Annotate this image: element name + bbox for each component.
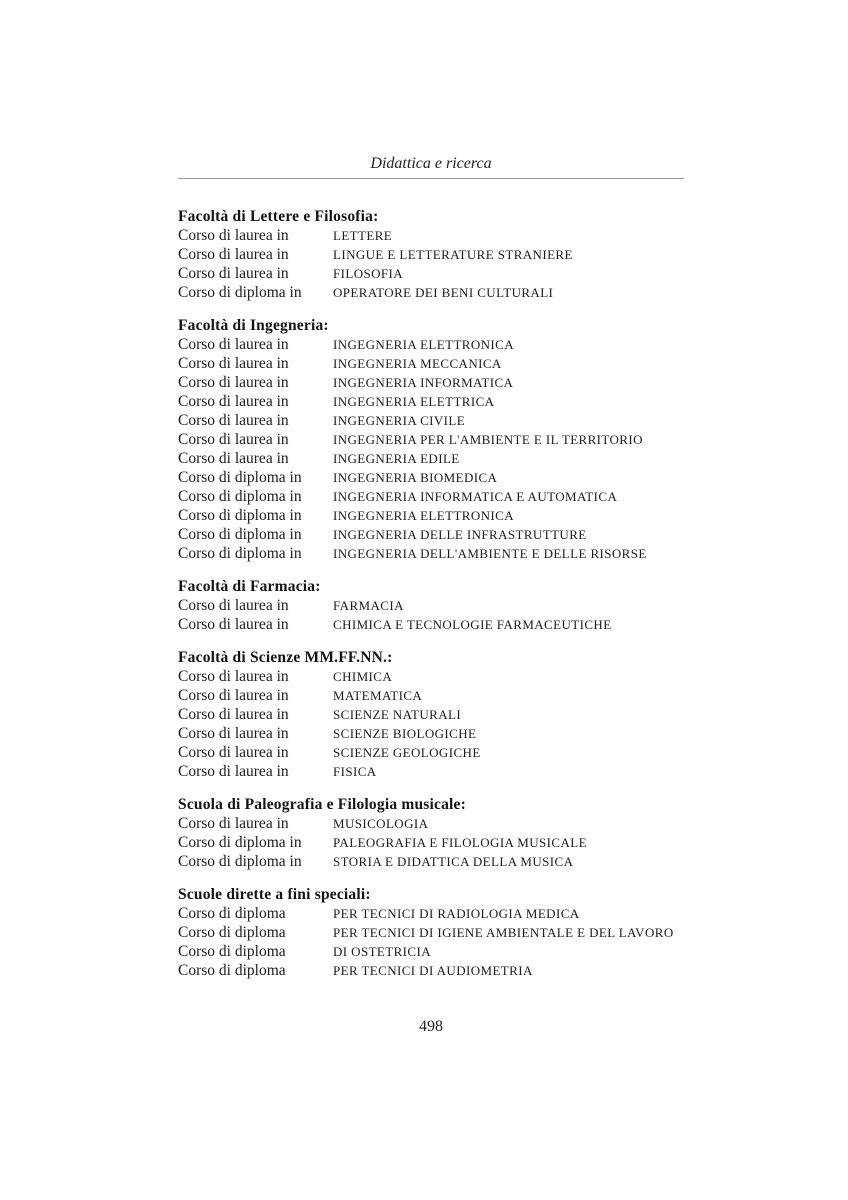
- page-number: 498: [419, 1018, 443, 1035]
- faculty-title: Facoltà di Scienze MM.FF.NN.:: [178, 649, 393, 666]
- course-type-label: Corso di diploma: [178, 924, 286, 941]
- course-row: [178, 245, 718, 264]
- faculty-title: Scuole dirette a fini speciali:: [178, 886, 371, 903]
- course-name: CHIMICA E TECNOLOGIE FARMACEUTICHE: [333, 617, 612, 632]
- course-name: INGEGNERIA EDILE: [333, 451, 460, 466]
- running-head: Didattica e ricerca: [370, 155, 492, 172]
- course-name: SCIENZE GEOLOGICHE: [333, 745, 481, 760]
- course-row: [178, 544, 718, 563]
- course-type-label: Corso di diploma in: [178, 488, 302, 505]
- course-row: [178, 411, 718, 430]
- faculty-title: Facoltà di Ingegneria:: [178, 317, 329, 334]
- course-name: CHIMICA: [333, 669, 393, 684]
- course-type-label: Corso di laurea in: [178, 431, 289, 448]
- course-type-label: Corso di laurea in: [178, 706, 289, 723]
- course-name: PALEOGRAFIA E FILOLOGIA MUSICALE: [333, 835, 587, 850]
- course-row: [178, 264, 718, 283]
- course-row: [178, 833, 718, 852]
- course-name: PER TECNICI DI AUDIOMETRIA: [333, 963, 533, 978]
- course-name: MATEMATICA: [333, 688, 423, 703]
- faculty-rows: [178, 335, 718, 563]
- course-row: [178, 762, 718, 781]
- course-type-label: Corso di laurea in: [178, 336, 289, 353]
- course-type-label: Corso di diploma: [178, 962, 286, 979]
- course-type-label: Corso di laurea in: [178, 815, 289, 832]
- course-row: [178, 392, 718, 411]
- course-name: INGEGNERIA DELLE INFRASTRUTTURE: [333, 527, 587, 542]
- course-name: FARMACIA: [333, 598, 404, 613]
- faculty-section: [178, 316, 718, 563]
- header-rule: [178, 178, 684, 179]
- course-type-label: Corso di laurea in: [178, 616, 289, 633]
- course-name: PER TECNICI DI IGIENE AMBIENTALE E DEL LAVORO: [333, 925, 674, 940]
- course-name: INGEGNERIA DELL'AMBIENTE E DELLE RISORSE: [333, 546, 647, 561]
- faculty-title: Facoltà di Lettere e Filosofia:: [178, 208, 379, 225]
- faculty-section: [178, 795, 718, 871]
- course-name: PER TECNICI DI RADIOLOGIA MEDICA: [333, 906, 580, 921]
- course-type-label: Corso di laurea in: [178, 668, 289, 685]
- course-type-label: Corso di diploma in: [178, 853, 302, 870]
- faculty-rows: [178, 904, 718, 980]
- course-name: LETTERE: [333, 228, 393, 243]
- course-name: INGEGNERIA CIVILE: [333, 413, 466, 428]
- course-name: INGEGNERIA INFORMATICA: [333, 375, 514, 390]
- course-name: SCIENZE BIOLOGICHE: [333, 726, 477, 741]
- course-name: SCIENZE NATURALI: [333, 707, 462, 722]
- course-type-label: Corso di diploma in: [178, 834, 302, 851]
- course-type-label: Corso di diploma in: [178, 526, 302, 543]
- course-row: [178, 506, 718, 525]
- course-row: [178, 525, 718, 544]
- course-row: [178, 942, 718, 961]
- course-name: INGEGNERIA ELETTRONICA: [333, 508, 515, 523]
- course-name: STORIA E DIDATTICA DELLA MUSICA: [333, 854, 574, 869]
- course-type-label: Corso di diploma in: [178, 469, 302, 486]
- course-type-label: Corso di laurea in: [178, 687, 289, 704]
- course-type-label: Corso di diploma in: [178, 507, 302, 524]
- course-type-label: Corso di laurea in: [178, 265, 289, 282]
- course-type-label: Corso di laurea in: [178, 412, 289, 429]
- course-row: [178, 596, 718, 615]
- course-row: [178, 335, 718, 354]
- course-row: [178, 373, 718, 392]
- course-row: [178, 852, 718, 871]
- faculty-rows: [178, 596, 718, 634]
- faculty-title: Scuola di Paleografia e Filologia musicale:: [178, 796, 467, 813]
- course-row: [178, 814, 718, 833]
- course-row: [178, 961, 718, 980]
- course-name: OPERATORE DEI BENI CULTURALI: [333, 285, 554, 300]
- course-type-label: Corso di diploma: [178, 943, 286, 960]
- course-name: DI OSTETRICIA: [333, 944, 431, 959]
- course-type-label: Corso di laurea in: [178, 227, 289, 244]
- faculty-section: [178, 648, 718, 781]
- faculty-section: [178, 207, 718, 302]
- course-type-label: Corso di laurea in: [178, 597, 289, 614]
- course-row: [178, 904, 718, 923]
- course-type-label: Corso di laurea in: [178, 763, 289, 780]
- course-row: [178, 430, 718, 449]
- course-type-label: Corso di laurea in: [178, 450, 289, 467]
- course-row: [178, 615, 718, 634]
- course-name: LINGUE E LETTERATURE STRANIERE: [333, 247, 573, 262]
- course-type-label: Corso di laurea in: [178, 374, 289, 391]
- course-name: INGEGNERIA BIOMEDICA: [333, 470, 498, 485]
- course-row: [178, 743, 718, 762]
- course-row: [178, 724, 718, 743]
- course-row: [178, 468, 718, 487]
- course-row: [178, 226, 718, 245]
- course-type-label: Corso di diploma in: [178, 284, 302, 301]
- course-row: [178, 354, 718, 373]
- course-type-label: Corso di laurea in: [178, 393, 289, 410]
- faculty-title: Facoltà di Farmacia:: [178, 578, 321, 595]
- course-name: INGEGNERIA PER L'AMBIENTE E IL TERRITORIO: [333, 432, 643, 447]
- course-name: INGEGNERIA INFORMATICA E AUTOMATICA: [333, 489, 618, 504]
- faculty-section: [178, 577, 718, 634]
- faculty-rows: [178, 814, 718, 871]
- course-list: [178, 207, 718, 980]
- course-row: [178, 705, 718, 724]
- course-row: [178, 449, 718, 468]
- course-row: [178, 487, 718, 506]
- course-type-label: Corso di laurea in: [178, 725, 289, 742]
- faculty-rows: [178, 226, 718, 302]
- course-name: FISICA: [333, 764, 377, 779]
- course-name: MUSICOLOGIA: [333, 816, 429, 831]
- course-row: [178, 686, 718, 705]
- course-type-label: Corso di diploma in: [178, 545, 302, 562]
- course-type-label: Corso di diploma: [178, 905, 286, 922]
- course-type-label: Corso di laurea in: [178, 744, 289, 761]
- course-name: FILOSOFIA: [333, 266, 404, 281]
- course-name: INGEGNERIA ELETTRICA: [333, 394, 495, 409]
- course-row: [178, 667, 718, 686]
- faculty-rows: [178, 667, 718, 781]
- course-type-label: Corso di laurea in: [178, 355, 289, 372]
- course-row: [178, 923, 718, 942]
- course-name: INGEGNERIA ELETTRONICA: [333, 337, 515, 352]
- course-type-label: Corso di laurea in: [178, 246, 289, 263]
- faculty-section: [178, 885, 718, 980]
- course-name: INGEGNERIA MECCANICA: [333, 356, 502, 371]
- course-row: [178, 283, 718, 302]
